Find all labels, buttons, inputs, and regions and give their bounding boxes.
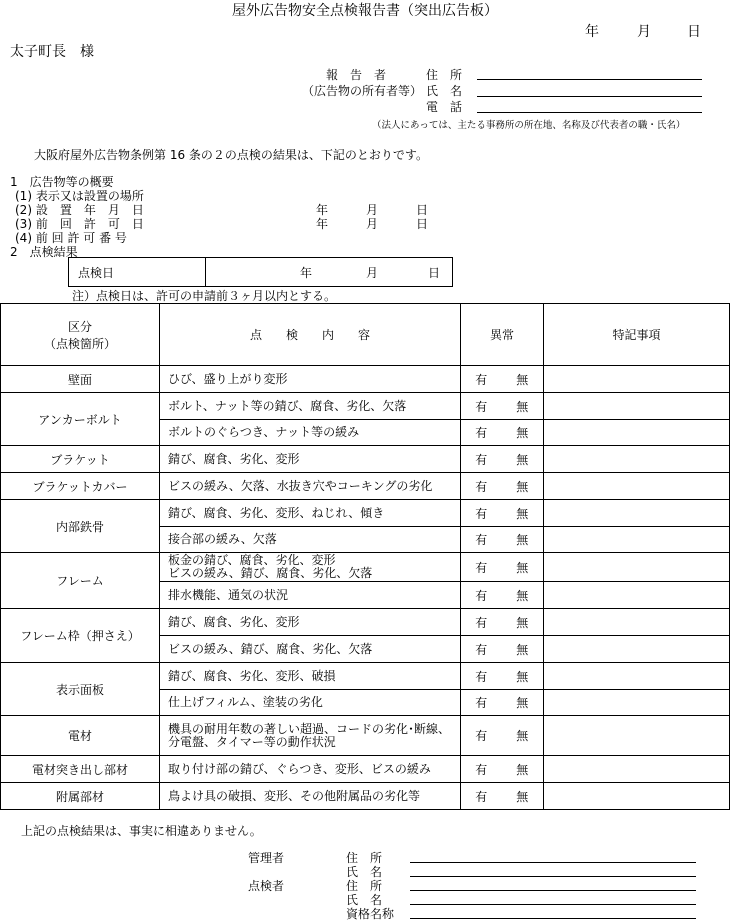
remarks-cell[interactable] [544,500,730,527]
inspector-label: 点検者 [248,879,285,893]
abnormal-no-cell[interactable] [502,690,544,716]
row-inspection-item: 板金の錆び、腐食、劣化、変形 ビスの緩み、錆び、腐食、劣化、欠落 [160,553,461,582]
permit-month-label: 月 [366,217,379,231]
abnormal-yes-cell[interactable] [461,420,502,446]
row-inspection-item: ひび、盛り上がり変形 [160,366,461,393]
abnormal-yes-cell[interactable] [461,500,502,527]
abnormal-no-option[interactable]: 無 [516,588,529,603]
row-category: フレーム [1,553,160,609]
table-row [1,473,730,500]
remarks-cell[interactable] [544,756,730,783]
section1-item-install-date: (2) 設 置 年 月 日 [15,203,144,217]
inspector-qualification-label: 資格名称 [346,907,395,921]
abnormal-yes-option[interactable]: 有 [475,452,488,467]
abnormal-no-option[interactable]: 無 [516,669,529,684]
table-row [1,553,730,582]
remarks-cell[interactable] [544,582,730,609]
reporter-address-line[interactable] [477,79,702,80]
abnormal-no-cell[interactable] [502,609,544,636]
inspection-table-body [1,366,730,810]
table-row [1,366,730,393]
abnormal-yes-cell[interactable] [461,716,502,756]
row-inspection-item: ビスの緩み、欠落、水抜き穴やコーキングの劣化 [160,473,461,500]
reporter-sublabel: （広告物の所有者等） [302,84,423,98]
abnormal-yes-cell[interactable] [461,473,502,500]
abnormal-yes-option[interactable]: 有 [475,506,488,521]
abnormal-yes-cell[interactable] [461,690,502,716]
abnormal-yes-cell[interactable] [461,756,502,783]
install-month-label: 月 [366,203,379,217]
reporter-phone-line[interactable] [477,112,702,113]
abnormal-no-option[interactable]: 無 [516,426,529,440]
abnormal-yes-option[interactable]: 有 [475,729,488,743]
row-inspection-item: 錆び、腐食、劣化、変形、破損 [160,663,461,690]
remarks-cell[interactable] [544,636,730,663]
remarks-cell[interactable] [544,553,730,582]
table-row [1,663,730,690]
remarks-cell[interactable] [544,527,730,553]
table-row [1,756,730,783]
remarks-cell[interactable] [544,663,730,690]
abnormal-no-cell[interactable] [502,527,544,553]
abnormal-yes-cell[interactable] [461,553,502,582]
abnormal-no-cell[interactable] [502,716,544,756]
abnormal-no-option[interactable]: 無 [516,399,529,414]
permit-day-label: 日 [416,217,429,231]
inspection-date-divider [205,257,206,287]
row-inspection-item: 機具の耐用年数の著しい超過、コードの劣化･断線、 分電盤、タイマー等の動作状況 [160,716,461,756]
abnormal-yes-cell[interactable] [461,582,502,609]
row-inspection-item: ボルト、ナット等の錆び、腐食、劣化、欠落 [160,393,461,420]
abnormal-yes-cell[interactable] [461,783,502,810]
abnormal-no-option[interactable]: 無 [516,533,529,547]
abnormal-no-option[interactable]: 無 [516,762,529,777]
abnormal-yes-option[interactable]: 有 [475,588,488,603]
row-category: 内部鉄骨 [1,500,160,553]
abnormal-no-option[interactable]: 無 [516,789,529,804]
remarks-cell[interactable] [544,446,730,473]
table-row [1,716,730,756]
abnormal-no-cell[interactable] [502,636,544,663]
row-category: 表示面板 [1,663,160,716]
row-inspection-item: 排水機能、通気の状況 [160,582,461,609]
row-inspection-item: ボルトのぐらつき、ナット等の緩み [160,420,461,446]
row-category: フレーム枠（押さえ） [1,609,160,663]
inspector-name-label: 氏 名 [346,893,383,907]
header-content: 点 検 内 容 [160,304,461,366]
row-category: ブラケットカバー [1,473,160,500]
section1-item-prev-permit-date: (3) 前 回 許 可 日 [15,217,144,231]
inspector-address-label: 住 所 [346,879,383,893]
inspector-address-line[interactable] [410,890,696,891]
abnormal-yes-option[interactable]: 有 [475,372,488,387]
abnormal-yes-cell[interactable] [461,609,502,636]
section1-heading: 1 広告物等の概要 [10,175,114,189]
header-category-label: 区分 [67,319,92,334]
abnormal-yes-option[interactable]: 有 [475,642,488,657]
reporter-phone-label: 電 話 [426,100,463,114]
abnormal-no-cell[interactable] [502,393,544,420]
header-abnormal: 異常 [461,304,544,366]
abnormal-yes-cell[interactable] [461,663,502,690]
inspection-date-label: 点検日 [78,266,115,280]
row-inspection-item: 錆び、腐食、劣化、変形 [160,609,461,636]
date-month-label: 月 [637,24,651,40]
abnormal-yes-option[interactable]: 有 [475,696,488,710]
reporter-name-line[interactable] [477,96,702,97]
date-year-label: 年 [585,24,599,40]
row-category: 附属部材 [1,783,160,810]
abnormal-yes-option[interactable]: 有 [475,560,488,575]
inspector-qualification-line[interactable] [410,918,696,919]
row-inspection-item: 接合部の緩み、欠落 [160,527,461,553]
abnormal-no-cell[interactable] [502,366,544,393]
reporter-label: 報 告 者 [326,68,387,82]
abnormal-yes-option[interactable]: 有 [475,762,488,777]
reporter-name-label: 氏 名 [426,84,463,98]
table-row [1,393,730,420]
abnormal-yes-cell[interactable] [461,636,502,663]
install-year-label: 年 [316,203,329,217]
abnormal-yes-option[interactable]: 有 [475,789,488,804]
permit-year-label: 年 [316,217,329,231]
row-inspection-item: 取り付け部の錆び、ぐらつき、変形、ビスの緩み [160,756,461,783]
remarks-cell[interactable] [544,473,730,500]
row-inspection-item: 仕上げフィルム、塗装の劣化 [160,690,461,716]
abnormal-yes-cell[interactable] [461,527,502,553]
header-category [1,304,160,366]
section1-item-prev-permit-number: (4) 前 回 許 可 番 号 [15,231,127,245]
remarks-cell[interactable] [544,609,730,636]
row-category: ブラケット [1,446,160,473]
abnormal-no-cell[interactable] [502,420,544,446]
reporter-note: （法人にあっては、主たる事務所の所在地、名称及び代表者の職・氏名） [372,120,686,131]
row-category: 壁面 [1,366,160,393]
date-day-label: 日 [687,24,701,40]
abnormal-no-option[interactable]: 無 [516,729,529,743]
abnormal-no-option[interactable]: 無 [516,560,529,575]
header-category-sublabel: （点検箇所） [43,336,116,351]
table-row [1,500,730,527]
abnormal-no-option[interactable]: 無 [516,506,529,521]
abnormal-no-cell[interactable] [502,582,544,609]
section2-heading: 2 点検結果 [10,245,78,259]
manager-label: 管理者 [248,851,285,865]
inspection-date-box [68,257,453,287]
abnormal-no-cell[interactable] [502,756,544,783]
abnormal-yes-cell[interactable] [461,366,502,393]
row-inspection-item: 鳥よけ具の破損、変形、その他附属品の劣化等 [160,783,461,810]
document-title: 屋外広告物安全点検報告書（突出広告板） [232,3,498,19]
abnormal-no-option[interactable]: 無 [516,372,529,387]
inspection-day-label[interactable]: 日 [428,266,441,280]
manager-name-line[interactable] [410,876,696,877]
inspection-table [0,303,730,810]
remarks-cell[interactable] [544,716,730,756]
abnormal-no-cell[interactable] [502,473,544,500]
remarks-cell[interactable] [544,393,730,420]
inspection-note: 注）点検日は、許可の申請前３ヶ月以内とする。 [72,289,337,303]
abnormal-yes-option[interactable]: 有 [475,533,488,547]
abnormal-no-option[interactable]: 無 [516,642,529,657]
manager-address-line[interactable] [410,862,696,863]
abnormal-yes-cell[interactable] [461,446,502,473]
abnormal-yes-option[interactable]: 有 [475,479,488,494]
inspector-name-line[interactable] [410,904,696,905]
install-day-label: 日 [416,203,429,217]
row-inspection-item: 錆び、腐食、劣化、変形 [160,446,461,473]
abnormal-yes-cell[interactable] [461,393,502,420]
table-row [1,609,730,636]
abnormal-no-option[interactable]: 無 [516,452,529,467]
abnormal-no-cell[interactable] [502,446,544,473]
abnormal-no-cell[interactable] [502,553,544,582]
abnormal-no-option[interactable]: 無 [516,696,529,710]
abnormal-no-option[interactable]: 無 [516,479,529,494]
abnormal-yes-option[interactable]: 有 [475,399,488,414]
addressee: 太子町長 様 [10,44,94,60]
abnormal-no-cell[interactable] [502,500,544,527]
abnormal-yes-option[interactable]: 有 [475,669,488,684]
remarks-cell[interactable] [544,420,730,446]
abnormal-no-cell[interactable] [502,663,544,690]
table-row [1,783,730,810]
abnormal-no-cell[interactable] [502,783,544,810]
manager-name-label: 氏 名 [346,865,383,879]
remarks-cell[interactable] [544,366,730,393]
inspection-year-label[interactable]: 年 [300,266,313,280]
remarks-cell[interactable] [544,690,730,716]
row-inspection-item: ビスの緩み、錆び、腐食、劣化、欠落 [160,636,461,663]
row-category: 電材 [1,716,160,756]
manager-address-label: 住 所 [346,851,383,865]
abnormal-yes-option[interactable]: 有 [475,426,488,440]
reporter-address-label: 住 所 [426,68,463,82]
inspection-month-label[interactable]: 月 [366,266,379,280]
table-row [1,446,730,473]
row-category: アンカーボルト [1,393,160,446]
abnormal-yes-option[interactable]: 有 [475,615,488,630]
intro-text: 大阪府屋外広告物条例第 16 条の２の点検の結果は、下記のとおりです。 [34,148,428,162]
remarks-cell[interactable] [544,783,730,810]
section1-item-location: (1) 表示又は設置の場所 [15,189,144,203]
abnormal-no-option[interactable]: 無 [516,615,529,630]
row-category: 電材突き出し部材 [1,756,160,783]
header-remarks: 特記事項 [544,304,730,366]
row-inspection-item: 錆び、腐食、劣化、変形、ねじれ、傾き [160,500,461,527]
closing-text: 上記の点検結果は、事実に相違ありません。 [21,824,262,838]
